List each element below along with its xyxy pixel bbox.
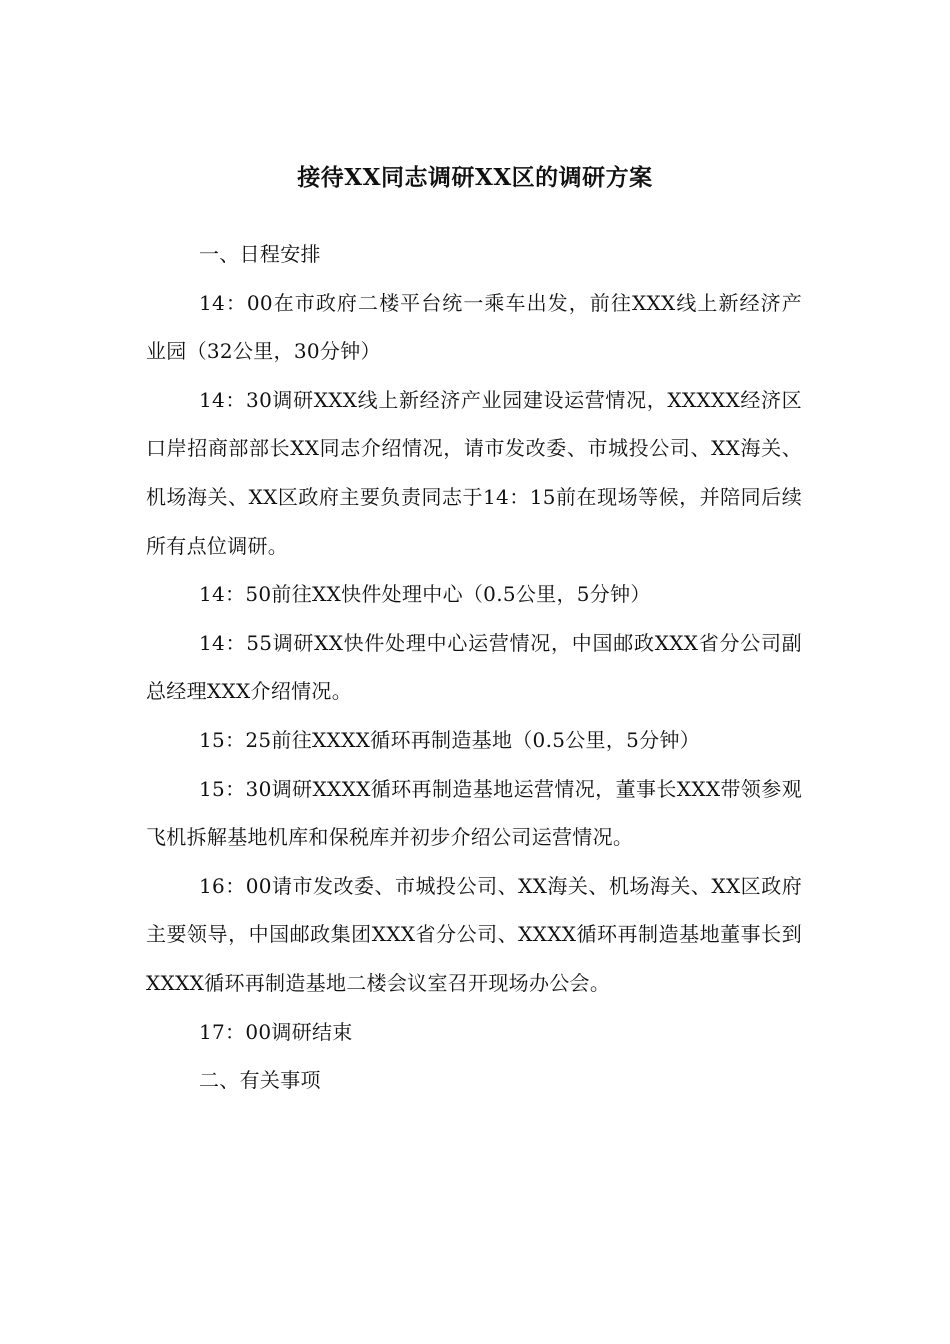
document-title: 接待XX同志调研XX区的调研方案	[297, 164, 653, 191]
document-body	[146, 230, 802, 1105]
schedule-item-1430: 14：30调研XXX线上新经济产业园建设运营情况，XXXXX经济区口岸招商部部长XX同志介绍情况，请市发改委、市城投公司、XX海关、机场海关、XX区政府主要负责同志于14：15前在现场等候，并陪同后续所有点位调研。	[146, 387, 802, 558]
schedule-item-1525: 15：25前往XXXX循环再制造基地（0.5公里，5分钟）	[199, 727, 701, 752]
schedule-item-1700: 17：00调研结束	[199, 1019, 353, 1044]
schedule-item-1455: 14：55调研XX快件处理中心运营情况，中国邮政XXX省分公司副总经理XXX介绍情况。	[146, 630, 802, 704]
schedule-item-1450: 14：50前往XX快件处理中心（0.5公里，5分钟）	[199, 582, 651, 607]
schedule-item-1400: 14：00在市政府二楼平台统一乘车出发，前往XXX线上新经济产业园（32公里，30分钟）	[146, 290, 802, 364]
schedule-item-1530: 15：30调研XXXX循环再制造基地运营情况，董事长XXX带领参观飞机拆解基地机库和保税库并初步介绍公司运营情况。	[146, 776, 802, 850]
schedule-item-1600: 16：00请市发改委、市城投公司、XX海关、机场海关、XX区政府主要领导，中国邮政集团XXX省分公司、XXXX循环再制造基地董事长到XXXX循环再制造基地二楼会议室召开现场办公会。	[146, 873, 802, 995]
section-heading-matters: 二、有关事项	[199, 1068, 321, 1093]
section-heading-schedule: 一、日程安排	[199, 242, 321, 266]
